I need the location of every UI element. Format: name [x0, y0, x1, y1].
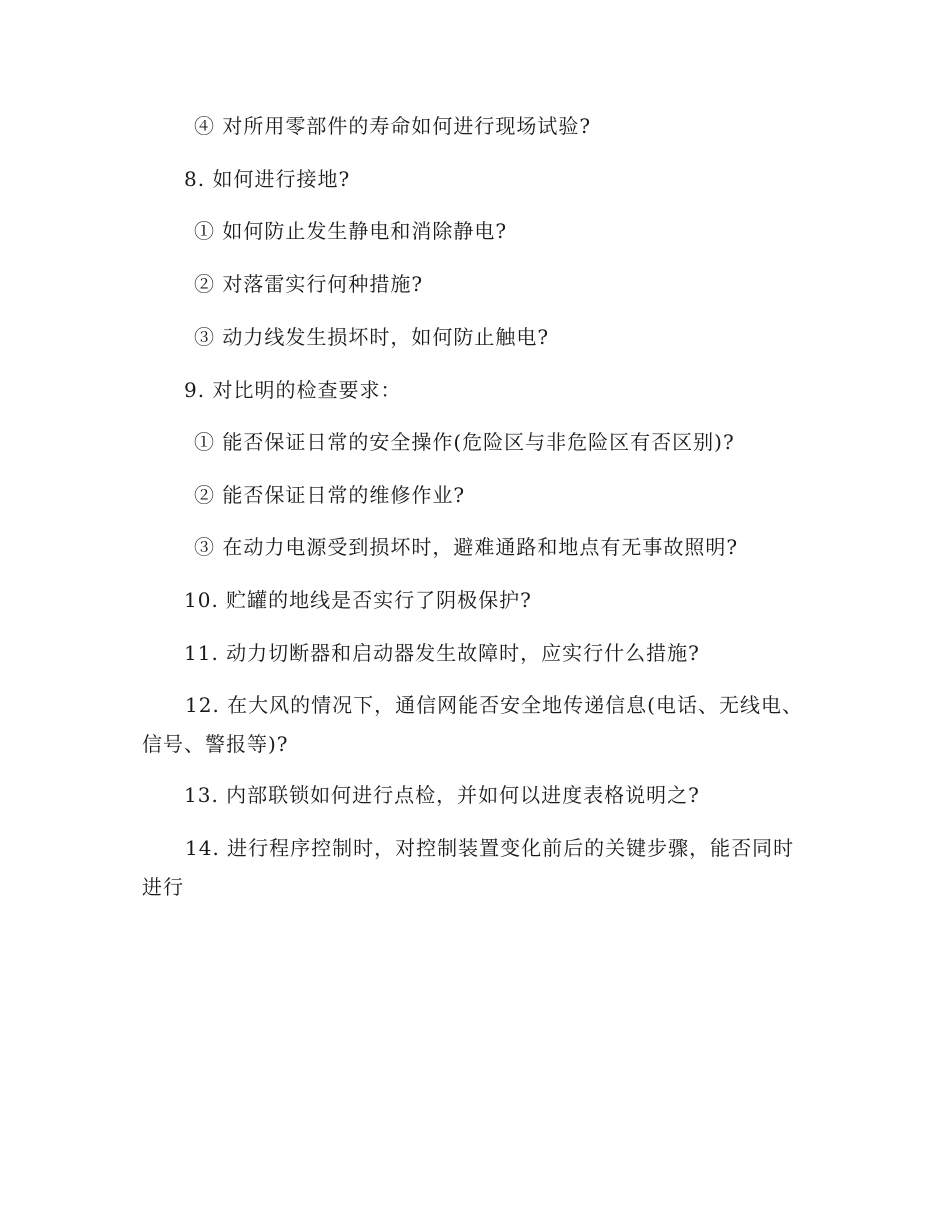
item-paragraph: 14. 进行程序控制时，对控制装置变化前后的关键步骤，能否同时进行 [142, 836, 795, 899]
sub-item-text: ② 对落雷实行何种措施? [194, 272, 424, 296]
item-heading: 10. 贮罐的地线是否实行了阴极保护? [184, 588, 532, 612]
sub-item-text: ③ 动力线发生损坏时，如何防止触电? [194, 325, 550, 349]
sub-item-text: ① 如何防止发生静电和消除静电? [194, 219, 508, 243]
item-paragraph: 12. 在大风的情况下，通信网能否安全地传递信息(电话、无线电、信号、警报等)? [142, 693, 803, 756]
sub-item-text: ② 能否保证日常的维修作业? [194, 483, 466, 507]
item-heading: 8. 如何进行接地? [184, 167, 351, 191]
sub-item-text: ④ 对所用零部件的寿命如何进行现场试验? [194, 114, 592, 138]
item-heading: 11. 动力切断器和启动器发生故障时，应实行什么措施? [184, 641, 700, 665]
item-heading: 9. 对比明的检查要求： [184, 378, 402, 402]
sub-item-text: ① 能否保证日常的安全操作(危险区与非危险区有否区别)? [194, 430, 735, 454]
sub-item-text: ③ 在动力电源受到损坏时，避难通路和地点有无事故照明? [194, 535, 739, 559]
item-heading: 13. 内部联锁如何进行点检，并如何以进度表格说明之? [184, 783, 700, 807]
